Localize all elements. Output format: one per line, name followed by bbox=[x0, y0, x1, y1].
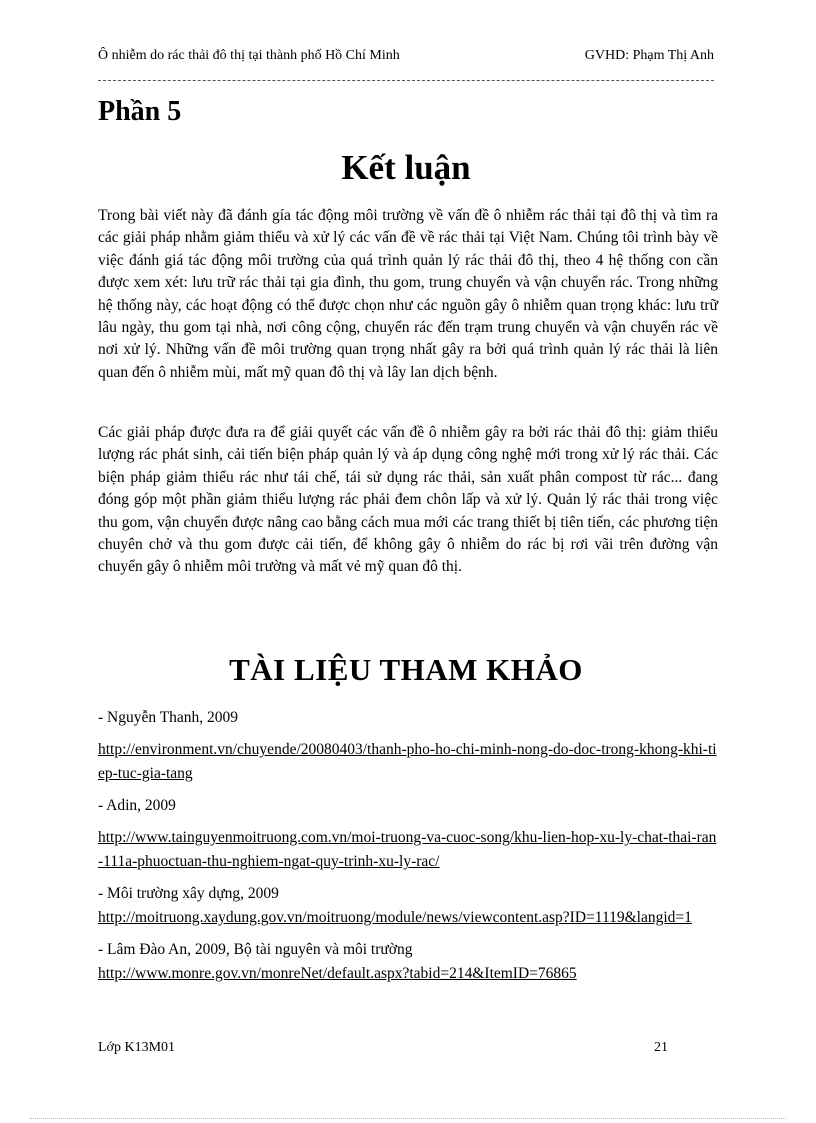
page-bottom-border bbox=[30, 1118, 786, 1119]
footer-class: Lớp K13M01 bbox=[98, 1040, 176, 1055]
page-number: 21 bbox=[654, 1040, 668, 1055]
reference-item bbox=[98, 938, 718, 986]
part-label: Phần 5 bbox=[98, 96, 182, 127]
references-list bbox=[98, 706, 718, 994]
header-title: Ô nhiễm do rác thải đô thị tại thành phố Hồ Chí Minh bbox=[98, 48, 400, 63]
paragraph-1: Trong bài viết này đã đánh gía tác động môi trường về vấn đề ô nhiễm rác thải tại đô thị và tìm ra các giải pháp nhằm giảm thiểu và xử lý các vấn đề về rác thải tại Việt Nam. Chúng tôi trình bày về việc đánh giá tác động môi trường của quá trình quản lý rác thải đô thị, theo 4 hệ thống con cần được xem xét: lưu trữ rác thải tại gia đình, thu gom, trung chuyển và vận chuyển rác. Trong những hệ thống này, các hoạt động có thể được chọn như các nguồn gây ô nhiễm quan trọng khác: lưu trữ lâu ngày, thu gom tại nhà, nơi công cộng, chuyển rác đến trạm trung chuyển và vận chuyển rác về nơi xử lý. Những vấn đề môi trường quan trọng nhất gây ra bởi quá trình quản lý rác thải là liên quan đến ô nhiễm mùi, mất mỹ quan đô thị và lây lan dịch bệnh. bbox=[98, 207, 718, 381]
reference-item bbox=[98, 706, 718, 786]
reference-author: - Adin, 2009 bbox=[98, 797, 176, 814]
reference-link[interactable]: http://moitruong.xaydung.gov.vn/moitruong/module/news/viewcontent.asp?ID=1119&langid=1 bbox=[98, 909, 692, 926]
reference-author: - Môi trường xây dựng, 2009 bbox=[98, 885, 279, 902]
reference-link[interactable]: http://environment.vn/chuyende/20080403/thanh-pho-ho-chi-minh-nong-do-doc-trong-khong-khi-tiep-tuc-gia-tang bbox=[98, 741, 717, 782]
reference-link[interactable]: http://www.tainguyenmoitruong.com.vn/moi-truong-va-cuoc-song/khu-lien-hop-xu-ly-chat-thai-ran-111a-phuoctuan-thu-nghiem-ngat-quy-trinh-xu-ly-rac/ bbox=[98, 829, 717, 870]
references-title: TÀI LIỆU THAM KHẢO bbox=[229, 652, 583, 687]
header-divider bbox=[98, 80, 714, 81]
reference-item bbox=[98, 794, 718, 874]
paragraph-2: Các giải pháp được đưa ra để giải quyết các vấn đề ô nhiễm gây ra bởi rác thải đô thị: giảm thiểu lượng rác phát sinh, cải tiến biện pháp quản lý và áp dụng công nghệ mới trong xử lý rác thải. Các biện pháp giảm thiểu rác như tái chế, tái sử dụng rác thải, sản xuất phân compost từ rác... đang đóng góp một phần giảm thiểu lượng rác phải đem chôn lấp và xử lý. Quản lý rác thải trong việc thu gom, vận chuyển được nâng cao bằng cách mua mới các trang thiết bị tiên tiến, các phương tiện chuyên chở và thu gom được cải tiến, để không gây ô nhiễm do rác bị rơi vãi trên đường vận chuyển gây ô nhiễm môi trường và mất vẻ mỹ quan đô thị. bbox=[98, 424, 718, 576]
reference-link[interactable]: http://www.monre.gov.vn/monreNet/default.aspx?tabid=214&ItemID=76865 bbox=[98, 965, 577, 982]
page-title: Kết luận bbox=[341, 148, 471, 187]
reference-author: - Nguyễn Thanh, 2009 bbox=[98, 709, 239, 726]
header-instructor: GVHD: Phạm Thị Anh bbox=[584, 48, 714, 63]
reference-item bbox=[98, 882, 718, 930]
reference-author: - Lâm Đào An, 2009, Bộ tài nguyên và môi trường bbox=[98, 941, 413, 958]
